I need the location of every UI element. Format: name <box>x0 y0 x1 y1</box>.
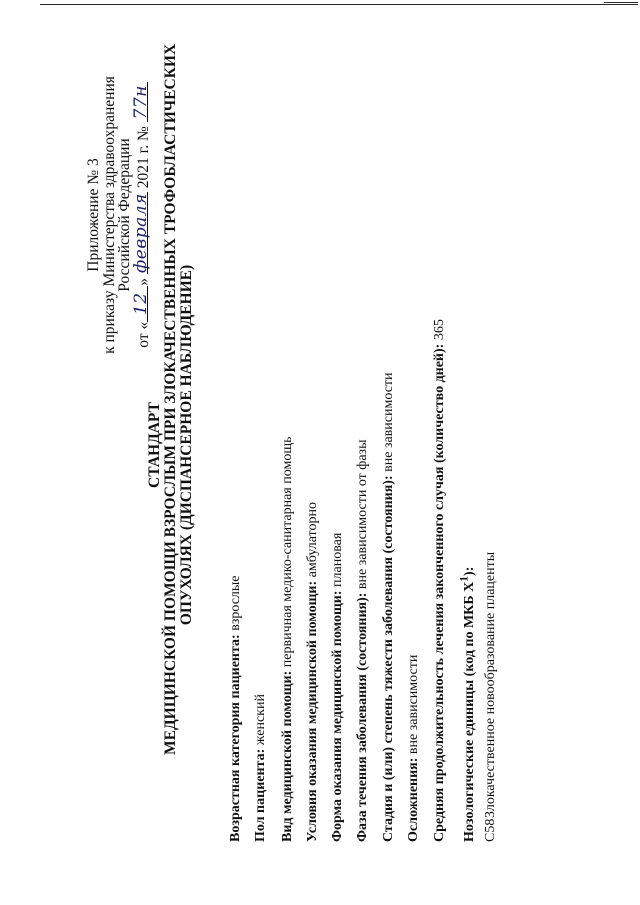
diagnosis-code: C58 <box>483 818 498 842</box>
order-number-field <box>131 82 151 122</box>
field-care-type <box>280 437 296 843</box>
document-heading <box>146 43 195 755</box>
field-complications <box>406 655 422 842</box>
appendix-number: Приложение № 3 <box>85 158 102 272</box>
field-patient-sex <box>253 694 269 842</box>
heading-line-2: МЕДИЦИНСКОЙ ПОМОЩИ ВЗРОСЛЫМ ПРИ ЗЛОКАЧЕСТВЕННЫХ ТРОФОБЛАСТИЧЕСКИХ <box>162 43 179 755</box>
field-care-form <box>330 533 346 842</box>
diagnosis-row <box>483 552 499 842</box>
footnote-marker: 1 <box>457 575 470 582</box>
field-label: Стадия и (или) степень тяжести заболевания (состояния): <box>381 475 396 842</box>
nosology-label-end: ): <box>461 566 477 576</box>
field-value: вне зависимости от фазы <box>355 439 370 593</box>
heading-title: СТАНДАРТ <box>146 402 163 488</box>
nosology-label-text: Нозологические единицы (код по МКБ X <box>461 581 477 842</box>
order-year: 2021 г. № <box>134 126 152 189</box>
order-day-handwritten: 12 <box>131 292 151 316</box>
field-label: Фаза течения заболевания (состояния): <box>355 592 370 842</box>
field-value: плановая <box>330 532 345 591</box>
nosology-label <box>457 566 477 842</box>
field-label: Пол пациента: <box>253 748 268 842</box>
field-value: взрослые <box>228 575 243 635</box>
field-disease-stage <box>381 372 397 842</box>
field-treatment-duration <box>432 319 448 842</box>
field-value: 365 <box>432 319 447 344</box>
field-value: женский <box>253 694 268 749</box>
order-month-field <box>131 192 151 274</box>
appendix-ministry-line: к приказу Министерства здравоохранения <box>100 76 118 354</box>
field-value: амбулаторно <box>305 502 320 581</box>
field-label: Вид медицинской помощи: <box>280 670 295 842</box>
field-label: Средняя продолжительность лечения законченного случая (количество дней): <box>432 343 447 842</box>
field-label: Форма оказания медицинской помощи: <box>330 590 345 842</box>
field-label: Возрастная категория пациента: <box>228 634 243 842</box>
field-value: вне зависимости <box>406 654 421 758</box>
field-care-conditions <box>305 502 321 842</box>
order-day-field <box>131 286 151 322</box>
order-number-handwritten: 77н <box>131 85 151 120</box>
appendix-block <box>86 65 151 365</box>
order-prefix: от « <box>134 321 152 348</box>
heading-line-3: ОПУХОЛЯХ (ДИСПАНСЕРНОЕ НАБЛЮДЕНИЕ) <box>178 264 195 626</box>
field-disease-phase <box>355 440 371 843</box>
field-nosology <box>457 567 478 842</box>
field-value: вне зависимости <box>381 372 396 476</box>
order-mid: » <box>134 277 152 286</box>
field-label: Осложнения: <box>406 757 421 842</box>
field-value: первичная медико-санитарная помощь <box>280 436 295 671</box>
diagnosis-text: Злокачественное новообразование плаценты <box>483 551 498 818</box>
order-month-handwritten: февраля <box>131 193 151 274</box>
field-age-category <box>228 575 244 842</box>
appendix-federation-line: Российской Федерации <box>116 138 133 292</box>
field-label: Условия оказания медицинской помощи: <box>305 580 320 842</box>
